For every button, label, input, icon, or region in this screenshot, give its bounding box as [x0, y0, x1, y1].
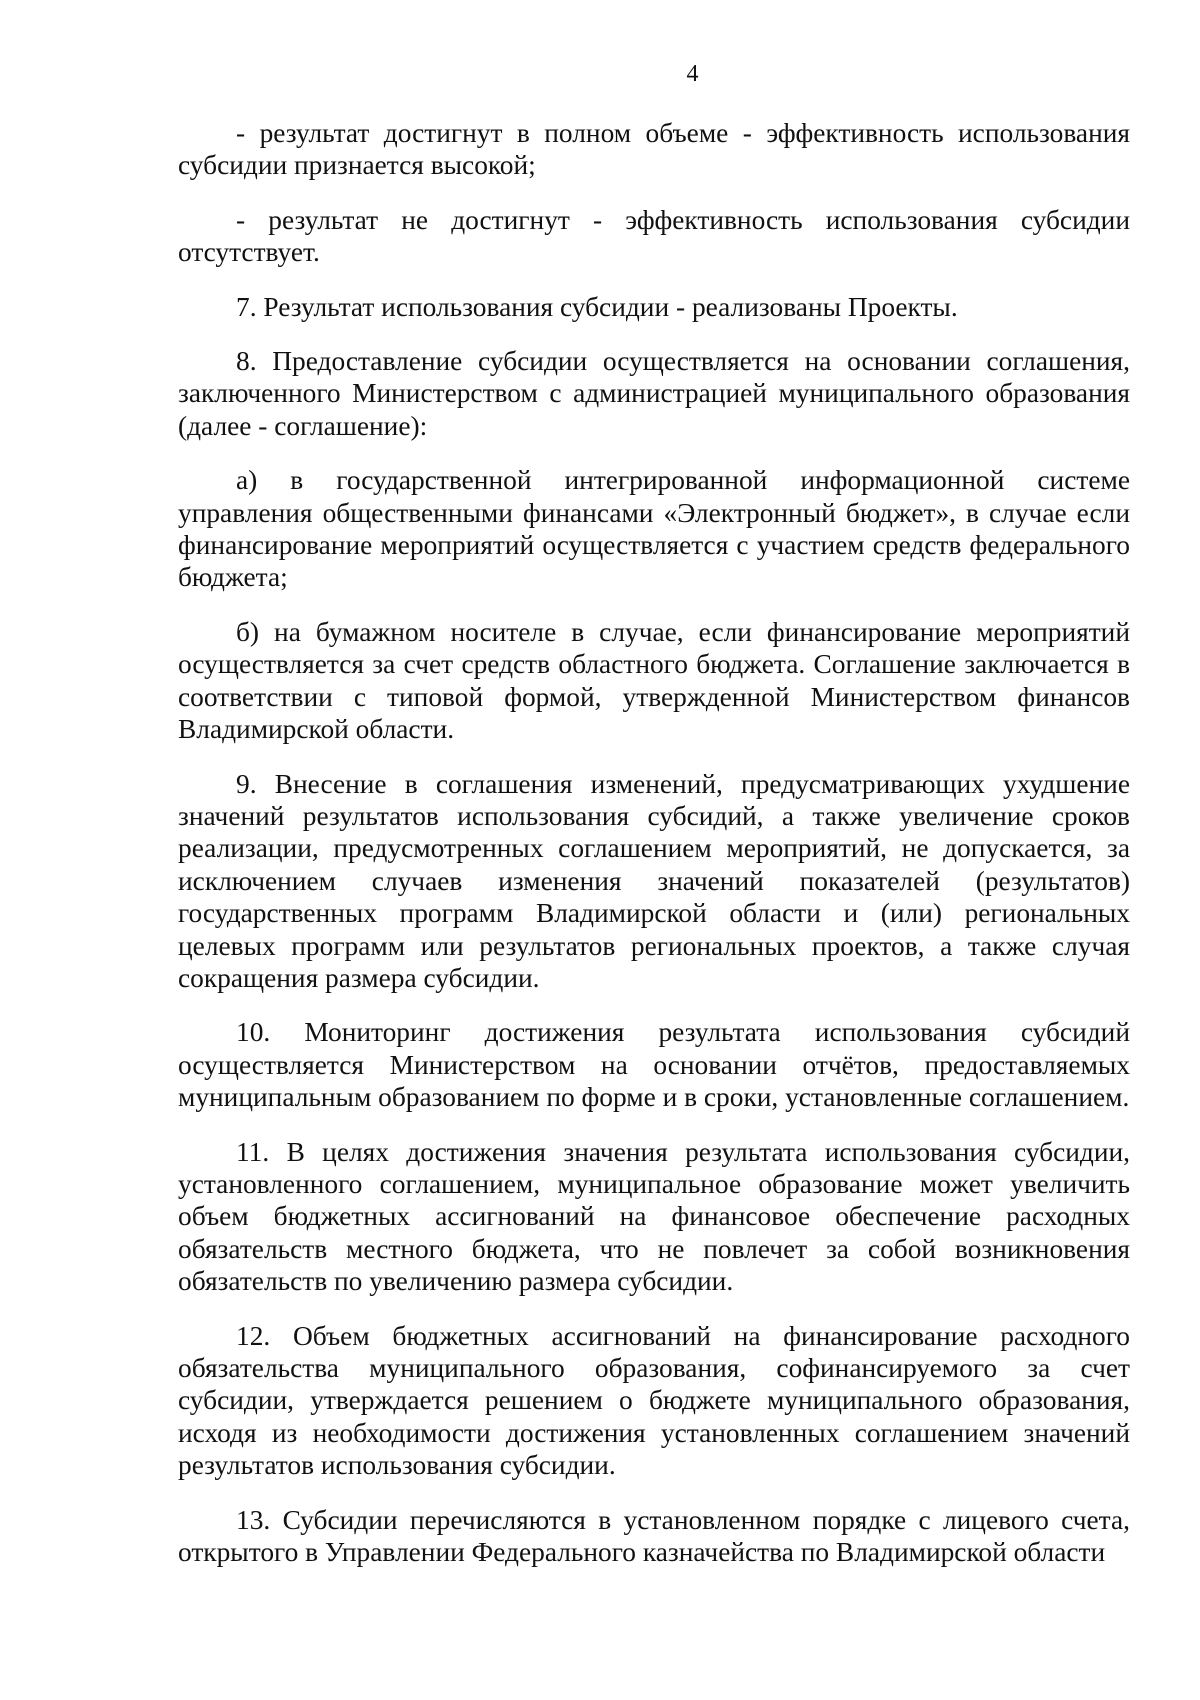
paragraph-8: 8. Предоставление субсидии осуществляется на основании соглашения, заключенного Министерством с администрацией муниципального образования (далее - соглашение):: [178, 346, 1130, 441]
paragraph-10: 10. Мониторинг достижения результата использования субсидий осуществляется Министерством на основании отчётов, предоставляемых муниципальным образованием по форме и в сроки, установленные соглашением.: [178, 1017, 1130, 1113]
paragraph-result-achieved: - результат достигнут в полном объеме - эффективность использования субсидии признается высокой;: [178, 118, 1130, 181]
paragraph-8b: б) на бумажном носителе в случае, если финансирование мероприятий осуществляется за счет средств областного бюджета. Соглашение заключается в соответствии с типовой формой, утвержденной Министерством финансов Владимирской области.: [178, 616, 1130, 745]
paragraph-7: 7. Результат использования субсидии - реализованы Проекты.: [236, 291, 958, 322]
paragraph-12: 12. Объем бюджетных ассигнований на финансирование расходного обязательства муниципального образования, софинансируемого за счет субсидии, утверждается решением о бюджете муниципального образования, исходя из необходимости достижения установленных соглашением значений результатов использования субсидии.: [178, 1320, 1130, 1481]
paragraph-9: 9. Внесение в соглашения изменений, предусматривающих ухудшение значений результатов использования субсидий, а также увеличение сроков реализации, предусмотренных соглашением мероприятий, не допускается, за исключением случаев изменения значений показателей (результатов) государственных программ Владимирской области и (или) региональных целевых программ или результатов региональных проектов, а также случая сокращения размера субсидии.: [178, 768, 1130, 993]
document-body: [178, 117, 1130, 1568]
paragraph-11: 11. В целях достижения значения результата использования субсидии, установленного соглашением, муниципальное образование может увеличить объем бюджетных ассигнований на финансовое обеспечение расходных обязательств местного бюджета, что не повлечет за собой возникновения обязательств по увеличению размера субсидии.: [178, 1136, 1130, 1297]
paragraph-8a: а) в государственной интегрированной информационной системе управления общественными финансами «Электронный бюджет», в случае если финансирование мероприятий осуществляется с участием средств федерального бюджета;: [178, 465, 1130, 593]
page-number: 4: [686, 61, 699, 87]
paragraph-result-not-achieved: - результат не достигнут - эффективность использования субсидии отсутствует.: [178, 204, 1130, 268]
paragraph-13: 13. Субсидии перечисляются в установленном порядке с лицевого счета, открытого в Управлении Федерального казначейства по Владимирской области: [178, 1504, 1130, 1568]
